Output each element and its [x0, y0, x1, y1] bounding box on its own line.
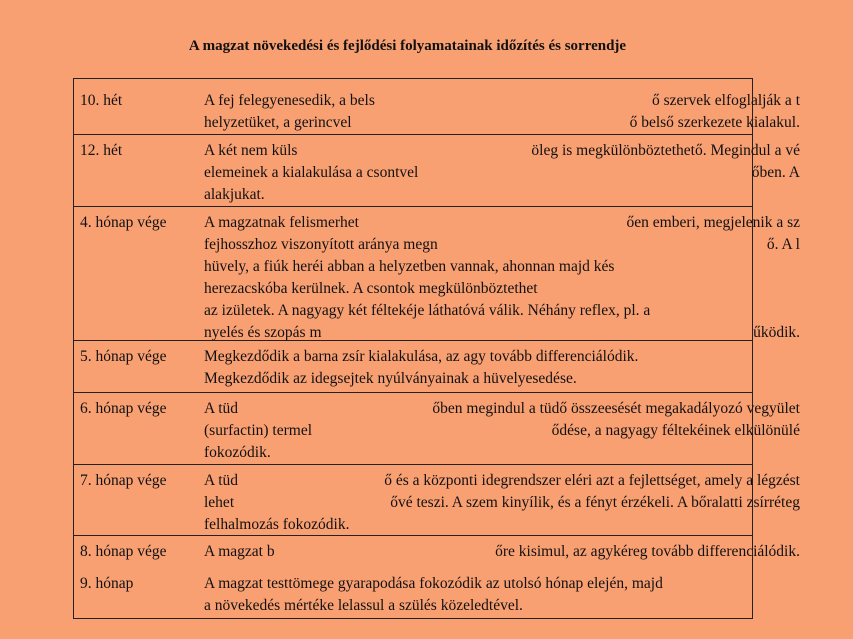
text-line — [204, 541, 800, 563]
text-fragment: lehet — [204, 494, 235, 511]
text-line — [204, 184, 800, 206]
row-period-label: 6. hónap vége — [80, 400, 167, 417]
text-fragment: Megkezdődik az idegsejtek nyúlványainak a hüvelyesedése. — [204, 370, 577, 387]
row-separator — [73, 134, 753, 135]
row-description — [204, 398, 800, 464]
row-period-label: 5. hónap vége — [80, 348, 167, 365]
text-fragment: herezacskóba kerülnek. A csontok megkülönböztethet — [204, 280, 538, 297]
text-line — [204, 398, 800, 420]
row-period-label: 7. hónap vége — [80, 472, 167, 489]
row-description — [204, 140, 800, 206]
row-separator — [73, 535, 753, 536]
page-title: A magzat növekedési és fejlődési folyamatainak időzítés és sorrendje — [188, 38, 627, 54]
text-line — [204, 112, 800, 134]
text-fragment: A tüd — [204, 472, 239, 489]
text-fragment: elemeinek a kialakulása a csontvel — [204, 164, 419, 181]
row-description — [204, 90, 800, 134]
text-fragment: (surfactin) termel — [204, 422, 313, 439]
text-fragment: ő szervek elfoglalják a t — [651, 92, 800, 109]
text-fragment: fokozódik. — [204, 444, 271, 461]
text-line — [204, 514, 800, 536]
text-line — [204, 346, 800, 368]
text-fragment: helyzetüket, a gerincvel — [204, 114, 352, 131]
row-description — [204, 573, 800, 617]
text-fragment: az izületek. A nagyagy két féltekéje láthatóvá válik. Néhány reflex, pl. a — [204, 302, 651, 319]
text-fragment: őben megindul a tüdő összeesését megakadályozó vegyület — [432, 400, 800, 417]
text-line — [204, 212, 800, 234]
row-description — [204, 346, 800, 390]
text-fragment: ő és a központi idegrendszer eléri azt a fejlettséget, amely a légzést — [384, 472, 800, 489]
text-line — [204, 492, 800, 514]
text-line — [204, 162, 800, 184]
text-fragment: űködik. — [753, 324, 800, 341]
row-period-label: 10. hét — [80, 92, 123, 109]
text-line — [204, 442, 800, 464]
text-fragment: A magzatnak felismerhet — [204, 214, 359, 231]
text-fragment: A magzat testtömege gyarapodása fokozódik az utolsó hónap elején, majd — [204, 575, 663, 592]
text-line — [204, 368, 800, 390]
row-description — [204, 470, 800, 536]
text-fragment: hüvely, a fiúk heréi abban a helyzetben vannak, ahonnan majd kés — [204, 258, 615, 275]
row-description — [204, 212, 800, 344]
row-description — [204, 541, 800, 563]
text-line — [204, 278, 800, 300]
text-fragment: őben. A — [751, 164, 800, 181]
row-separator — [73, 340, 753, 341]
text-fragment: őre kisimul, az agykéreg tovább differenciálódik. — [495, 543, 800, 560]
text-fragment: nyelés és szopás m — [204, 324, 322, 341]
row-separator — [73, 392, 753, 393]
row-period-label: 9. hónap — [80, 575, 134, 592]
text-line — [204, 470, 800, 492]
text-fragment: A fej felegyenesedik, a bels — [204, 92, 375, 109]
text-fragment: ő. A l — [766, 236, 800, 253]
row-separator — [73, 464, 753, 465]
text-line — [204, 573, 800, 595]
text-fragment: öleg is megkülönböztethető. Megindul a vé — [531, 142, 800, 159]
text-line — [204, 90, 800, 112]
text-line — [204, 420, 800, 442]
text-fragment: ővé teszi. A szem kinyílik, és a fényt érzékeli. A bőralatti zsírréteg — [390, 494, 800, 511]
row-period-label: 8. hónap vége — [80, 543, 167, 560]
row-period-label: 4. hónap vége — [80, 214, 167, 231]
row-separator — [73, 206, 753, 207]
text-fragment: ő belső szerkezete kialakul. — [629, 114, 800, 131]
text-line — [204, 256, 800, 278]
text-fragment: A tüd — [204, 400, 239, 417]
text-line — [204, 300, 800, 322]
text-line — [204, 234, 800, 256]
text-fragment: ődése, a nagyagy féltekéinek elkülönülé — [551, 422, 800, 439]
text-fragment: felhalmozás fokozódik. — [204, 516, 350, 533]
text-fragment: alakjukat. — [204, 186, 265, 203]
text-line — [204, 140, 800, 162]
text-fragment: fejhosszhoz viszonyított aránya megn — [204, 236, 438, 253]
text-fragment: A két nem küls — [204, 142, 298, 159]
row-period-label: 12. hét — [80, 142, 123, 159]
text-fragment: A magzat b — [204, 543, 275, 560]
text-fragment: Megkezdődik a barna zsír kialakulása, az agy tovább differenciálódik. — [204, 348, 639, 365]
text-fragment: ően emberi, megjelenik a sz — [626, 214, 800, 231]
text-line — [204, 595, 800, 617]
text-fragment: a növekedés mértéke lelassul a szülés közeledtével. — [204, 597, 523, 614]
